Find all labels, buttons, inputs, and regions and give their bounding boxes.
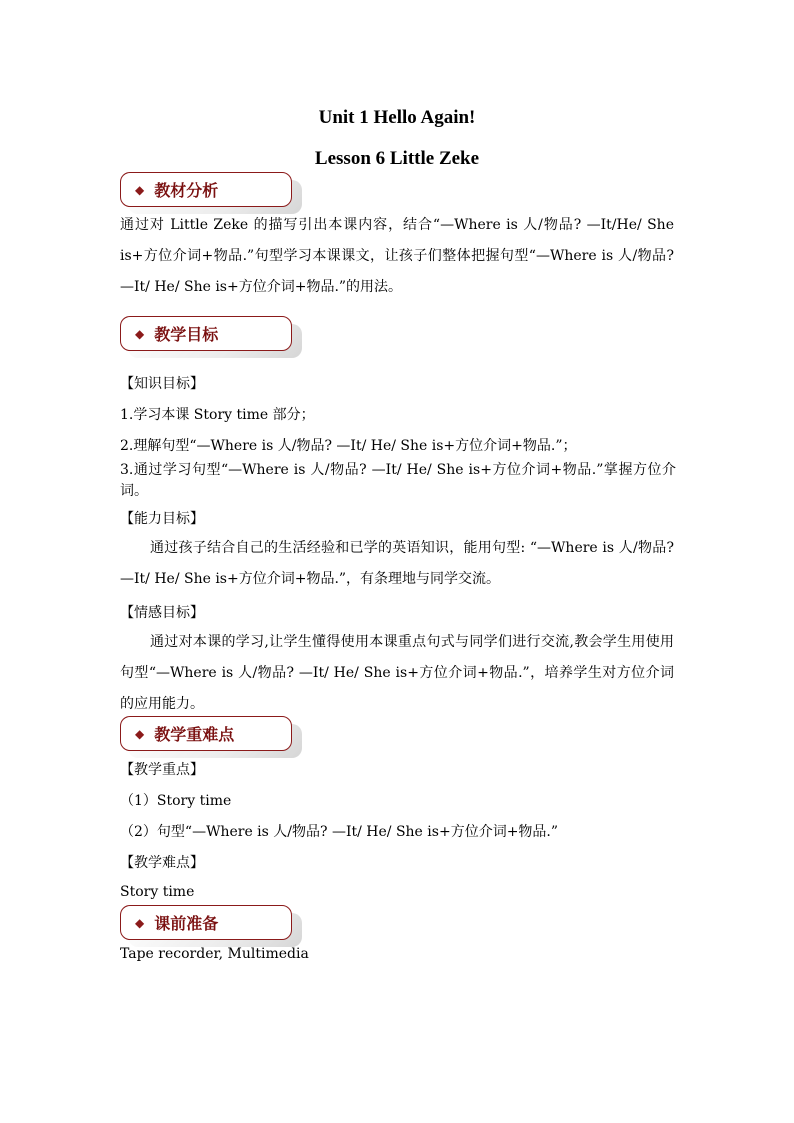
diamond-icon: ◆ (135, 915, 145, 930)
emotion-heading: 【情感目标】 (120, 605, 204, 621)
document-subtitle: Lesson 6 Little Zeke (314, 148, 480, 169)
document-title: Unit 1 Hello Again! (318, 107, 476, 128)
analysis-paragraph: 通过对 Little Zeke 的描写引出本课内容，结合“—Where is 人/物品? —It/He/ She is+方位介词+物品.”句型学习本课课文，让孩子们整体把握句型“—Where is 人/物品? —It/ He/ She is+方位介词+物品.”的用法。 (120, 217, 674, 295)
difficult-heading: 【教学难点】 (120, 855, 204, 871)
difficult-item: Story time (120, 884, 195, 900)
diamond-icon: ◆ (135, 726, 145, 741)
knowledge-item-3: 3.通过学习句型“—Where is 人/物品? —It/ He/ She is+方位介词+物品.”掌握方位介词。 (120, 462, 676, 499)
section-header-keypoints (120, 716, 310, 758)
section-header-analysis (120, 172, 310, 214)
section-label: 教学目标 (154, 325, 219, 344)
knowledge-heading: 【知识目标】 (120, 376, 204, 392)
diamond-icon: ◆ (135, 182, 145, 197)
ability-paragraph: 通过孩子结合自己的生活经验和已学的英语知识，能用句型: “—Where is 人/物品? —It/ He/ She is+方位介词+物品.”，有条理地与同学交流。 (120, 540, 674, 587)
ability-heading: 【能力目标】 (120, 511, 204, 527)
keypoint-item-2: （2）句型“—Where is 人/物品? —It/ He/ She is+方位介词+物品.” (120, 824, 559, 840)
keypoint-item-1: （1）Story time (120, 793, 232, 809)
section-header-preparation (120, 905, 310, 947)
section-label: 教材分析 (154, 181, 219, 200)
section-label: 教学重难点 (154, 725, 235, 744)
section-header-objectives (120, 316, 310, 358)
section-label: 课前准备 (154, 914, 219, 933)
preparation-text: Tape recorder, Multimedia (120, 946, 309, 962)
keypoints-heading: 【教学重点】 (120, 762, 204, 778)
diamond-icon: ◆ (135, 326, 145, 341)
emotion-paragraph: 通过对本课的学习,让学生懂得使用本课重点句式与同学们进行交流,教会学生用使用句型“—Where is 人/物品? —It/ He/ She is+方位介词+物品.”，培养学生对方位介词的应用能力。 (120, 634, 674, 712)
knowledge-item-1: 1.学习本课 Story time 部分； (120, 407, 315, 423)
knowledge-item-2: 2.理解句型“—Where is 人/物品? —It/ He/ She is+方位介词+物品.”； (120, 438, 577, 454)
